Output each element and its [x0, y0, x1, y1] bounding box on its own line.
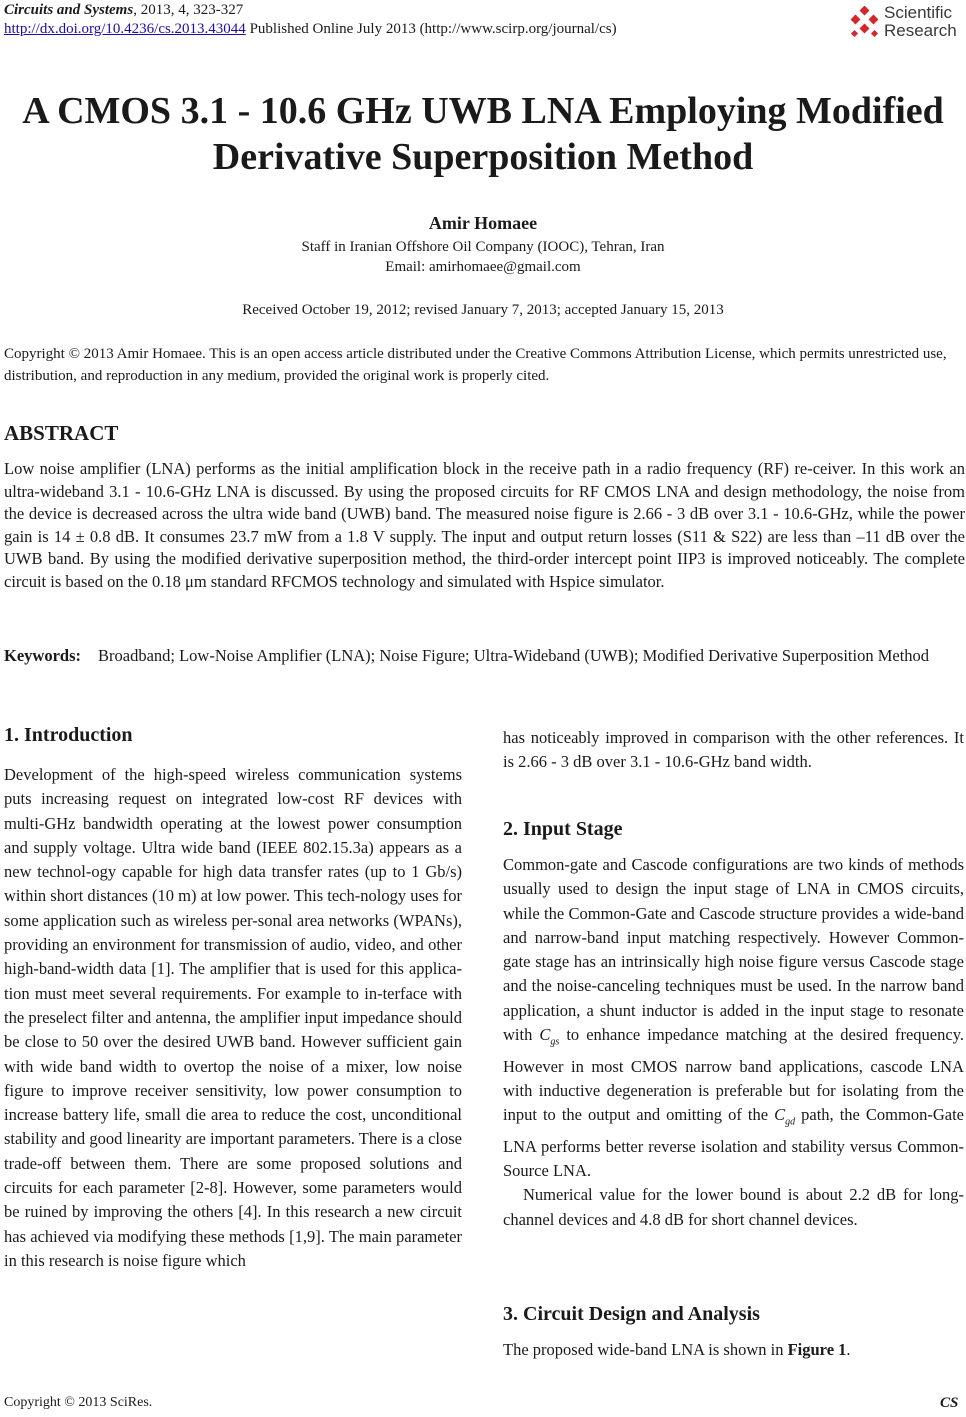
cgs-symbol [539, 1025, 560, 1048]
cgd-symbol [774, 1105, 796, 1128]
input-text-c: path, the Common-Gate LNA performs better reverse isolation and stability versus Common-Source LNA. [503, 1105, 964, 1181]
title-line2: Derivative Superposition Method [212, 136, 754, 178]
circuit-text: The proposed wide-band LNA is shown in [503, 1340, 788, 1359]
abstract-text: Low noise amplifier (LNA) performs as the initial amplification block in the receive path in a radio frequency (RF) re-ceiver. In this work an ultra-wideband 3.1 - 10.6-GHz LNA is discussed. By using the proposed circuits for RF CMOS LNA and design methodology, the noise from the device is decreased across the ultra wide band (UWB) band. The measured noise figure is 2.66 - 3 dB over 3.1 - 10.6-GHz, while the power gain is 14 ± 0.8 dB. It consumes 23.7 mW from a 1.8 V supply. The input and output return losses (S11 & S22) are less than –11 dB over the UWB band. By using the modified derivative superposition method, the third-order intercept point IIP3 is improved noticeably. The complete circuit is based on the 0.18 μm standard RFCMOS technology and simulated with Hspice simulator. [4, 459, 965, 591]
circuit-design-heading: 3. Circuit Design and Analysis [503, 1303, 760, 1325]
cgs-main: C [539, 1025, 551, 1045]
circuit-design-column [503, 1338, 964, 1362]
published-info: Published Online July 2013 (http://www.scirp.org/journal/cs) [245, 21, 617, 37]
cgd-main: C [774, 1105, 786, 1125]
author-affiliation: Staff in Iranian Offshore Oil Company (IOOC), Tehran, Iran [301, 239, 665, 255]
received-dates: Received October 19, 2012; revised January 7, 2013; accepted January 15, 2013 [242, 302, 724, 318]
cgs-sub: gs [550, 1036, 560, 1048]
logo-text [884, 4, 957, 40]
circuit-text-end: . [846, 1340, 851, 1359]
doi-link[interactable]: http://dx.doi.org/10.4236/cs.2013.43044 [4, 21, 246, 37]
logo-line1: Scientific [884, 3, 953, 22]
footer-journal-abbrev: CS [940, 1395, 959, 1411]
input-text-a: Common-gate and Cascode configurations are two kinds of methods usually used to design the input stage of LNA in CMOS circuits, while the Common-Gate and Cascode structure provides a wide-band and narrow-band input matching respectively. However Common-gate stage has an intrinsically high noise figure versus Cascode stage and the noise-canceling techniques must be used. In the narrow band application, a shunt inductor is added in the input stage to resonate with [503, 855, 964, 1045]
introduction-text: Development of the high-speed wireless communication systems puts increasing request on integrated low-cost RF devices with multi-GHz bandwidth operating at the lowest power consumption and supply voltage. Ultra wide band (IEEE 802.15.3a) appears as a new technol-ogy capable for high data transfer rates (up to 1 Gb/s) within short distances (10 m) at low power. This tech-nology uses for some application such as wireless per-sonal area networks (WPANs), providing an environment for transmission of audio, video, and other high-band-width data [1]. The amplifier that is used for this applica-tion must meet several requirements. For example to in-terface with the preselect filter and antenna, the amplifier input impedance should be close to 50 over the desired UWB band. However sufficient gain with wide band width to overtop the noise of a mixer, low noise figure to improve receiver sensitivity, low power consumption to increase battery life, small die area to reduce the cost, unconditional stability and good linearity are important parameters. There is a close trade-off between them. There are some proposed solutions and circuits for each parameter [2-8]. However, some parameters would be ruined by improving the others [4]. In this research a new circuit has achieved via modifying these methods [1,9]. The main parameter in this research is noise figure which [4, 765, 462, 1270]
author-email: Email: amirhomaee@gmail.com [385, 259, 581, 275]
input-text-b: to enhance impedance matching at the desired frequency. However in most CMOS narrow band applications, cascode LNA with inductive degeneration is preferable but for isolating from the input to the output and omitting of the [503, 1025, 964, 1125]
input-stage-column [503, 853, 964, 1232]
author-name: Amir Homaee [428, 213, 538, 233]
introduction-text-continued: has noticeably improved in comparison with the other references. It is 2.66 - 3 dB over 3.1 - 10.6-GHz band width. [503, 728, 964, 772]
journal-name: Circuits and Systems [4, 2, 134, 18]
input-stage-heading: 2. Input Stage [503, 818, 623, 840]
doi-line [4, 21, 617, 38]
keywords-label: Keywords: [4, 646, 81, 665]
input-stage-para1 [503, 853, 964, 1183]
introduction-heading: 1. Introduction [4, 724, 133, 746]
publisher-logo[interactable] [848, 2, 966, 42]
logo-line2: Research [884, 21, 957, 40]
figure-1-reference[interactable]: Figure 1 [787, 1340, 847, 1359]
introduction-column [4, 763, 462, 1273]
abstract-heading: ABSTRACT [4, 421, 119, 445]
keywords-text: Broadband; Low-Noise Amplifier (LNA); Noise Figure; Ultra-Wideband (UWB); Modified Derivative Superposition Method [98, 646, 930, 665]
copyright-notice: Copyright © 2013 Amir Homaee. This is an open access article distributed under the Creative Commons Attribution License, which permits unrestricted use, distribution, and reproduction in any medium, provided the original work is properly cited. [4, 346, 947, 384]
logo-mark-icon [848, 6, 882, 40]
keywords [4, 645, 964, 668]
citation-info: , 2013, 4, 323-327 [133, 2, 244, 18]
introduction-continued [503, 726, 964, 775]
input-stage-para2: Numerical value for the lower bound is about 2.2 dB for long-channel devices and 4.8 dB for short channel devices. [503, 1185, 964, 1229]
circuit-design-text [503, 1338, 964, 1362]
footer-copyright: Copyright © 2013 SciRes. [4, 1395, 153, 1410]
cgd-sub: gd [785, 1116, 796, 1128]
journal-citation [4, 2, 243, 19]
paper-title [0, 88, 966, 180]
title-line1: A CMOS 3.1 - 10.6 GHz UWB LNA Employing Modified [22, 90, 944, 132]
